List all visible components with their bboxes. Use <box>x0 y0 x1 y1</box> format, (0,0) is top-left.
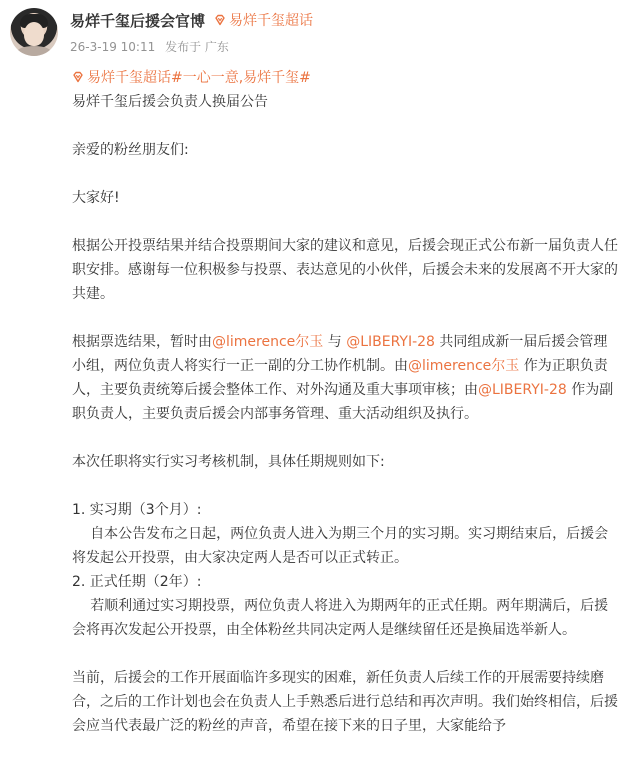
text: 作为正职负责人，主要负责统筹后援会整体工作、对外沟通及重大事项审核；由 <box>72 358 608 398</box>
avatar-face <box>24 22 44 46</box>
spacer <box>72 426 620 450</box>
diamond-icon <box>72 71 84 83</box>
spacer <box>72 474 620 498</box>
mention-link[interactable]: @LIBERYI-28 <box>478 382 567 398</box>
greeting: 亲爱的粉丝朋友们: <box>72 142 189 158</box>
rule-2-title: 2. 正式任期（2年）: <box>72 574 202 590</box>
mention-link[interactable]: @LIBERYI-28 <box>346 334 435 350</box>
rule-1-body: 自本公告发布之日起，两位负责人进入为期三个月的实习期。实习期结束后，后援会将发起公开投票，由大家决定两人是否可以正式转正。 <box>72 526 609 566</box>
super-topic-label: 易烊千玺超话 <box>229 13 313 29</box>
paragraph-1: 根据公开投票结果并结合投票期间大家的建议和意见，后援会现正式公布新一届负责人任职安排。感谢每一位积极参与投票、表达意见的小伙伴，后援会未来的发展离不开大家的共建。 <box>72 238 618 302</box>
text: 作为副职负责人，主要负责后援会内部事务管理、重大活动组织及执行。 <box>72 382 614 422</box>
hello: 大家好! <box>72 190 120 206</box>
post-location: 发布于 广东 <box>165 40 229 54</box>
post-header <box>0 0 624 60</box>
paragraph-3: 本次任职将实行实习考核机制，具体任期规则如下: <box>72 454 385 470</box>
post-timestamp[interactable]: 26-3-19 10:11 <box>70 40 156 54</box>
mention-link[interactable]: @limerence尔玉 <box>212 334 324 350</box>
diamond-icon <box>214 14 226 26</box>
mention-link[interactable]: @limerence尔玉 <box>408 358 520 374</box>
text: 共同组成新一届后援会管理小组，两位负责人将实行一正一副的分工协作机制。由 <box>72 334 608 374</box>
spacer <box>72 114 620 138</box>
topic-text: 易烊千玺超话#一心一意,易烊千玺# <box>87 70 311 86</box>
spacer <box>72 642 620 666</box>
text: 根据票选结果，暂时由 <box>72 334 212 350</box>
rule-1-title: 1. 实习期（3个月）: <box>72 502 202 518</box>
paragraph-2 <box>72 330 620 426</box>
rule-2-body: 若顺利通过实习期投票，两位负责人将进入为期两年的正式任期。两年期满后，后援会将再次发起公开投票，由全体粉丝共同决定两人是继续留任还是换届选举新人。 <box>72 598 609 638</box>
post-meta <box>70 38 235 55</box>
topic-line[interactable] <box>72 66 620 90</box>
spacer <box>72 210 620 234</box>
avatar[interactable] <box>10 8 58 56</box>
super-topic-link[interactable] <box>214 10 313 30</box>
post-title: 易烊千玺后援会负责人换届公告 <box>72 94 268 110</box>
spacer <box>72 306 620 330</box>
post-content <box>72 66 620 738</box>
user-name[interactable]: 易烊千玺后援会官博 <box>70 12 206 30</box>
avatar-body <box>16 46 52 56</box>
spacer <box>72 162 620 186</box>
paragraph-4: 当前，后援会的工作开展面临许多现实的困难，新任负责人后续工作的开展需要持续磨合，之后的工作计划也会在负责人上手熟悉后进行总结和再次声明。我们始终相信，后援会应当代表最广泛的粉丝的声音，希望在接下来的日子里，大家能给予 <box>72 670 618 734</box>
text: 与 <box>323 334 347 350</box>
